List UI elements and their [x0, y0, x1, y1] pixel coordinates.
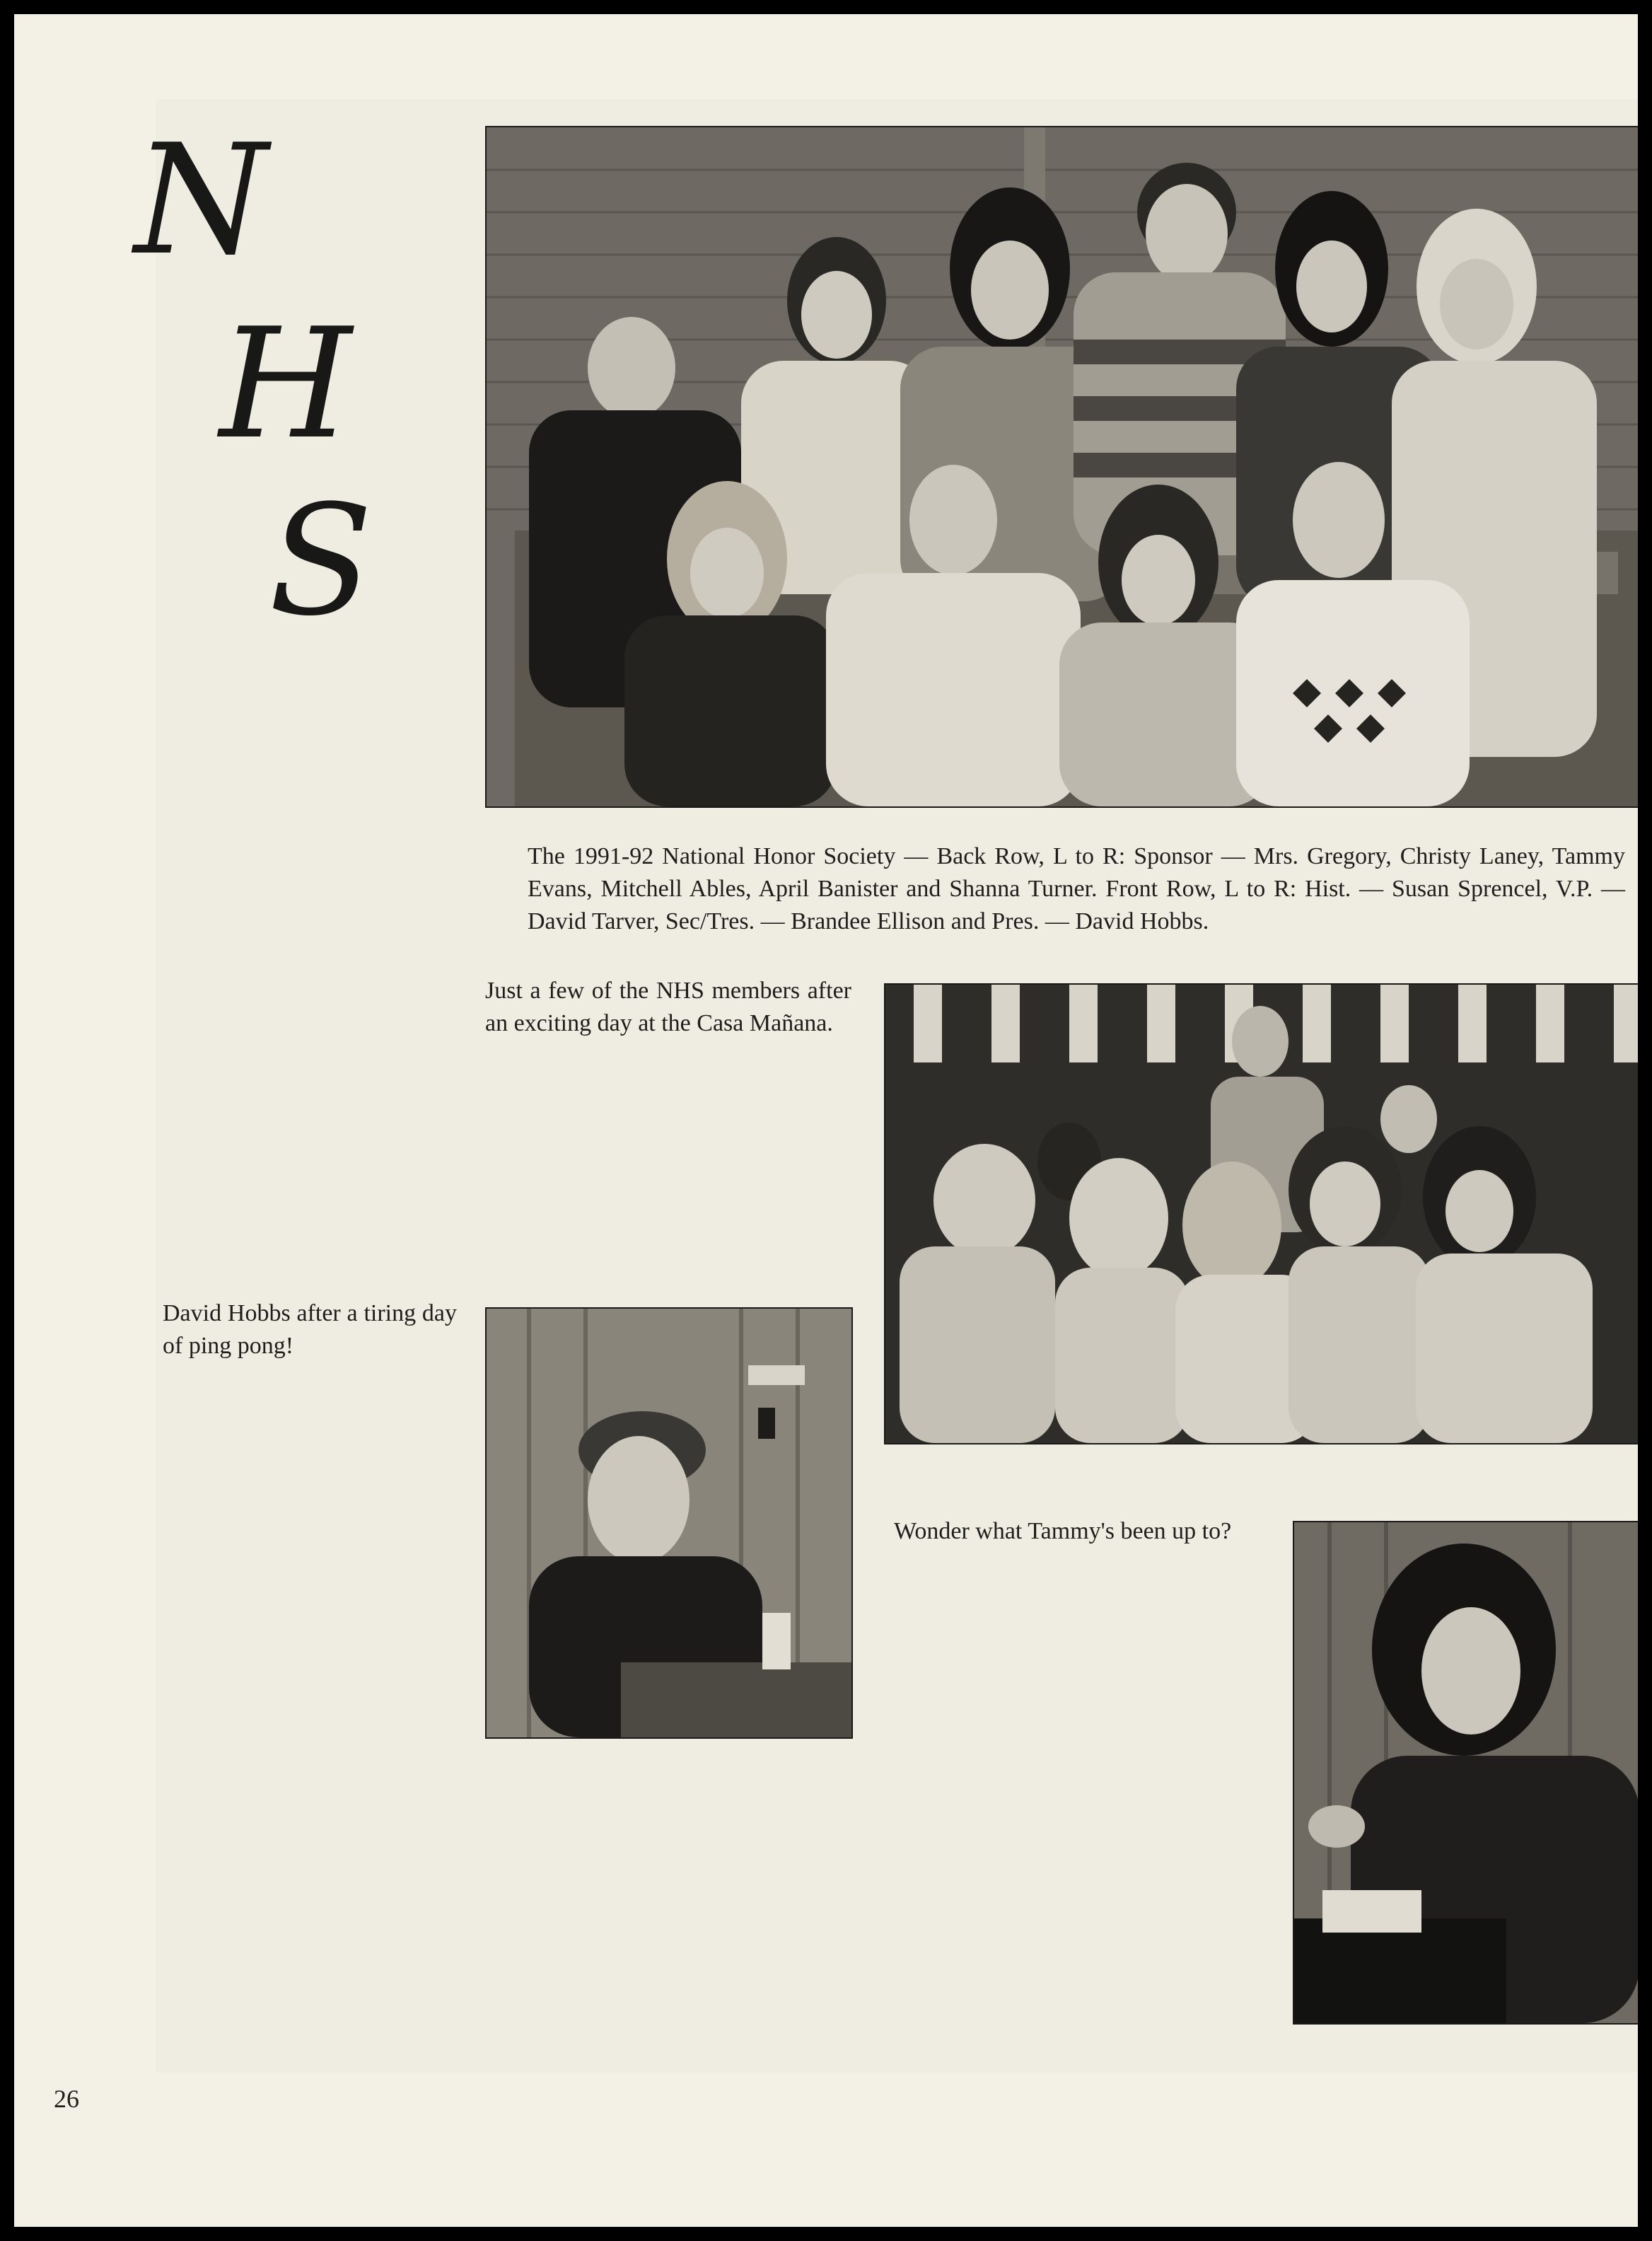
- tammy-photo: [1293, 1521, 1638, 2025]
- casa-manana-caption: Just a few of the NHS members after an exciting day at the Casa Mañana.: [485, 978, 851, 1036]
- casa-manana-photo: [884, 983, 1638, 1444]
- title-letter-n: N: [134, 111, 268, 289]
- tammy-caption: Wonder what Tammy's been up to?: [894, 1518, 1232, 1544]
- title-letter-s: S: [269, 472, 373, 649]
- yearbook-page: [14, 14, 1638, 2227]
- title-letter-h: H: [219, 295, 352, 473]
- ping-pong-photo: [485, 1307, 853, 1739]
- page-number: 26: [54, 2085, 79, 2113]
- group-photo-caption: The 1991-92 National Honor Society — Back Row, L to R: Sponsor — Mrs. Gregory, Christy Laney, Tammy Evans, Mitchell Ables, April Banister and Shanna Turner. Front Row, L to R: Hist. — Susan Sprencel, V.P. — David Tarver, Sec/Tres. — Brandee Ellison and Pres. — David Hobbs.: [528, 843, 1625, 934]
- ping-pong-caption: David Hobbs after a tiring day of ping pong!: [163, 1300, 457, 1359]
- group-photo: [485, 126, 1638, 808]
